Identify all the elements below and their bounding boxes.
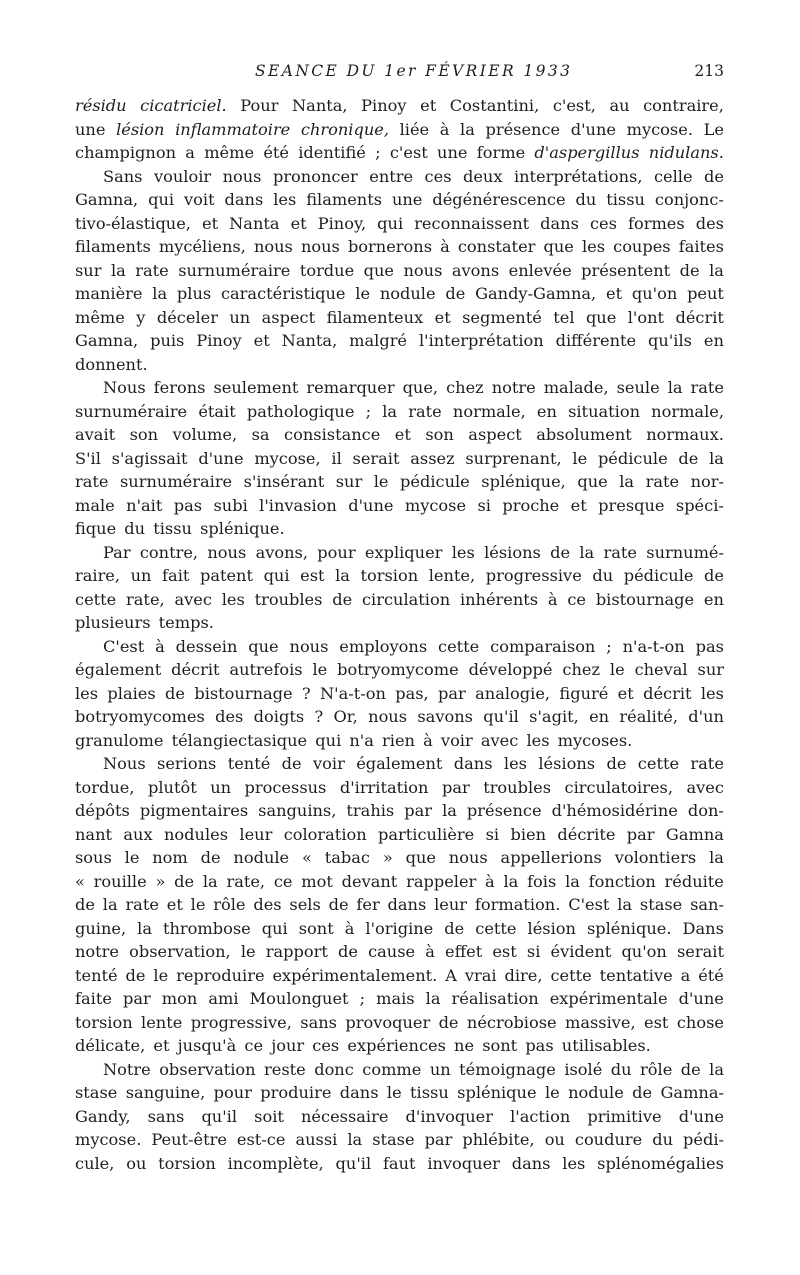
- text-line: cette rate, avec les troubles de circulation inhérents à ce bistournage en: [75, 589, 724, 609]
- text-line: granulome télangiectasique qui n'a rien à voir avec les mycoses.: [75, 730, 633, 750]
- text-line: stase sanguine, pour produire dans le tissu splénique le nodule de Gamna-: [75, 1083, 724, 1102]
- body-text: [75, 94, 724, 1175]
- text-line: faite par mon ami Moulonguet ; mais la réalisation expérimentale d'une: [75, 989, 724, 1008]
- page-header: [75, 62, 724, 86]
- text-line: sur la rate surnuméraire tordue que nous avons enlevée présentent de la: [75, 260, 724, 280]
- text-line: plusieurs temps.: [75, 613, 214, 632]
- text-line: fique du tissu splénique.: [75, 519, 285, 538]
- text-line: Nous ferons seulement remarquer que, chez notre malade, seule la rate: [103, 378, 724, 397]
- text-line: Gamna, puis Pinoy et Nanta, malgré l'interprétation différente qu'ils en: [75, 331, 724, 350]
- text-line: surnuméraire était pathologique ; la rate normale, en situation normale,: [75, 401, 724, 421]
- running-title: SEANCE DU 1er FÉVRIER 1933: [255, 62, 573, 80]
- text-line: résidu cicatriciel. Pour Nanta, Pinoy et Costantini, c'est, au contraire,: [75, 96, 724, 115]
- text-line: cule, ou torsion incomplète, qu'il faut invoquer dans les splénomégalies: [75, 1153, 724, 1173]
- text-line: une lésion inflammatoire chronique, liée à la présence d'une mycose. Le: [75, 119, 724, 139]
- text-line: tivo-élastique, et Nanta et Pinoy, qui reconnaissent dans ces formes des: [75, 213, 724, 233]
- text-line: botryomycomes des doigts ? Or, nous savons qu'il s'agit, en réalité, d'un: [75, 707, 724, 726]
- text-line: Sans vouloir nous prononcer entre ces deux interprétations, celle de: [103, 166, 724, 186]
- text-line: torsion lente progressive, sans provoquer de nécrobiose massive, est chose: [75, 1012, 724, 1032]
- text-line: même y déceler un aspect filamenteux et segmenté tel que l'ont décrit: [75, 307, 724, 327]
- text-line: C'est à dessein que nous employons cette comparaison ; n'a-t-on pas: [103, 636, 724, 656]
- text-line: donnent.: [75, 354, 148, 374]
- text-line: filaments mycéliens, nous nous bornerons à constater que les coupes faites: [75, 237, 724, 256]
- text-line: Gamna, qui voit dans les filaments une dégénérescence du tissu conjonc-: [75, 190, 724, 209]
- text-line: Nous serions tenté de voir également dans les lésions de cette rate: [103, 754, 724, 773]
- text-line: notre observation, le rapport de cause à effet est si évident qu'on serait: [75, 942, 724, 961]
- text-line: dépôts pigmentaires sanguins, trahis par la présence d'hémosidérine don-: [75, 801, 724, 820]
- text-line: champignon a même été identifié ; c'est une forme d'aspergillus nidulans.: [75, 143, 724, 162]
- text-line: rate surnuméraire s'insérant sur le pédicule splénique, que la rate nor-: [75, 472, 724, 491]
- text-line: Notre observation reste donc comme un témoignage isolé du rôle de la: [103, 1059, 724, 1079]
- text-line: tenté de le reproduire expérimentalement. A vrai dire, cette tentative a été: [75, 965, 724, 985]
- text-line: S'il s'agissait d'une mycose, il serait assez surprenant, le pédicule de la: [75, 448, 724, 468]
- text-line: Gandy, sans qu'il soit nécessaire d'invoquer l'action primitive d'une: [75, 1106, 724, 1126]
- text-line: délicate, et jusqu'à ce jour ces expériences ne sont pas utilisables.: [75, 1036, 651, 1055]
- text-line: guine, la thrombose qui sont à l'origine de cette lésion splénique. Dans: [75, 918, 724, 938]
- text-line: raire, un fait patent qui est la torsion lente, progressive du pédicule de: [75, 566, 724, 585]
- page-number: 213: [694, 62, 724, 80]
- text-line: manière la plus caractéristique le nodule de Gandy-Gamna, et qu'on peut: [75, 284, 724, 303]
- text-line: sous le nom de nodule « tabac » que nous appellerions volontiers la: [75, 848, 724, 867]
- text-line: avait son volume, sa consistance et son aspect absolument normaux.: [75, 425, 724, 444]
- text-line: « rouille » de la rate, ce mot devant rappeler à la fois la fonction réduite: [75, 871, 724, 891]
- text-line: mycose. Peut-être est-ce aussi la stase par phlébite, ou coudure du pédi-: [75, 1130, 724, 1149]
- text-line: tordue, plutôt un processus d'irritation par troubles circulatoires, avec: [75, 777, 724, 797]
- text-line: nant aux nodules leur coloration particulière si bien décrite par Gamna: [75, 824, 724, 844]
- text-line: male n'ait pas subi l'invasion d'une mycose si proche et presque spéci-: [75, 495, 724, 515]
- text-line: Par contre, nous avons, pour expliquer les lésions de la rate surnumé-: [103, 542, 724, 562]
- text-line: également décrit autrefois le botryomycome développé chez le cheval sur: [75, 660, 724, 679]
- text-line: les plaies de bistournage ? N'a-t-on pas, par analogie, figuré et décrit les: [75, 683, 724, 703]
- text-line: de la rate et le rôle des sels de fer dans leur formation. C'est la stase san-: [75, 895, 724, 914]
